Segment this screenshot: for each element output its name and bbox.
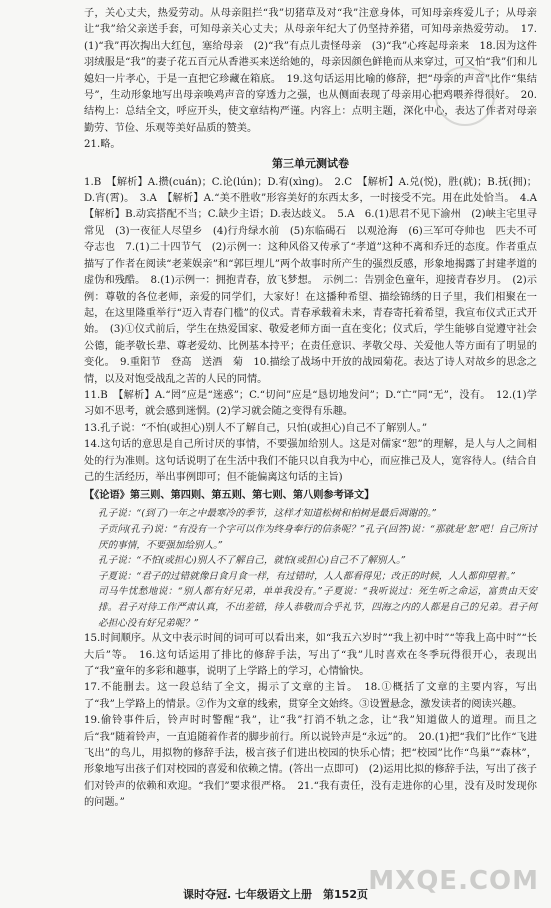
translation-line: 子贡问(孔子)说：“有没有一个字可以作为终身奉行的信条呢？”孔子(回答)说：“那就是‘恕’吧！自己所讨厌的事情，不要强加给别人。” — [98, 523, 537, 551]
answer-paragraph: 17.不能删去。这一段总结了全文，揭示了文章的主旨。 18.①概括了文章的主要内容，写出了“我”上学路上的情景。②作为文章的线索，贯穿全文始终。③设置悬念，激发读者的阅读兴趣。 — [84, 682, 537, 710]
answer-paragraph: 子，关心丈夫，热爱劳动。从母亲阻拦“我”切猪草及对“我”注意身体，可知母亲疼爱儿子；从母亲让“我”给父亲送手套，可知母亲关心丈夫；从母亲年纪大了仍坚持养猪，可知母亲热爱劳动。 17.(1)“我”再次掏出大红包，塞给母亲 (2)“我”有点儿责怪母亲 (3)“我”心疼起母亲来 18.因为这件羽绒服是“我”的妻子花五百元从香港买来送给她的，母亲因颜色鲜艳而从来穿过，可又怕“我”们和儿媳妇一片孝心，于是一直把它珍藏在箱底。 19.这句话运用比喻的修辞，把“母亲的声音”比作“集结号”，生动形象地写出母亲唤鸡声音的穿透力之强，也从侧面表现了母亲用心把鸡喂养得很好。 20.结构上：总结全文，呼应开头，使文章结构严谨。内容上：点明主题，深化中心，表达了作者对母亲勤劳、节俭、乐观等美好品质的赞美。 — [84, 8, 538, 134]
translation-line: 孔子说：“不怕(或担心)别人不了解自己，就怕(或担心)自己不了解别人。” — [98, 555, 406, 567]
page-footer: 课时夺冠. 七年级语文上册 第152页 — [183, 888, 368, 901]
answer-paragraph: 11.B 【解析】A.“罔”应是“迷惑”；C.“切问”应是“恳切地发问”；D.“亡”同“无”，没有。 12.(1)学习如不思考，就会感到迷惘。(2)学习就会随之变得有乐趣。 — [84, 389, 537, 418]
stamp-mark — [435, 66, 495, 126]
answer-paragraph: 13.孔子说：“不怕(或担心)别人不了解自己，只怕(或担心)自己不了解别人。” — [84, 422, 428, 434]
section-title: 第三单元测试卷 — [272, 156, 349, 170]
translation-line: 子夏说：“君子的过错就像日食月食一样，有过错时，人人都看得见；改正的时候，人人都仰望着。” — [98, 570, 516, 582]
answer-paragraph: 15.时间顺序。从文中表示时间的词可可以看出来，如“我五六岁时”“我上初中时”“等我上高中时”“长大后”等。 16.这句话运用了排比的修辞手法，写出了“我”儿时喜欢在冬季玩得很开心，表现出了“我”童年的多彩和趣事，说明了上学路上的学习，心情愉快。 — [84, 633, 537, 677]
reference-translation-title: 【《论语》第三则、第四则、第五则、第七则、第八则参考译文】 — [84, 490, 375, 502]
answer-paragraph: 14.这句话的意思是自己所讨厌的事情，不要强加给别人。这是对儒家“恕”的理解，是人与人之间相处的行为准则。这句话说明了在生活中我们不能只以自我为中心，而应推己及人，宽容待人。(结合自己的生活经历，举出事例即可；但不能偏离这句话的主旨) — [84, 439, 537, 483]
translation-line: 司马牛忧愁地说：“别人都有好兄弟，单单我没有。”子夏说：“我听说过：死生听之命运，富贵由天安排。君子对待工作严肃认真，不出差错，待人恭敬而合乎礼节，四海之内的人都是自己的兄弟。君子何必担心没有好兄弟呢？” — [98, 586, 537, 629]
answer-paragraph: 19.偷铃事件后，铃声时时警醒“我”，让“我”打消不轨之念，让“我”知道做人的道理。而且之后“我”随着铃声，一直追随着作者的脚步前行。所以说铃声是“永远”的。 20.(1)把“我们”比作“飞进飞出”的鸟儿，用拟物的修辞手法，极言孩子们进出校园的快乐心情；把“校园”比作“鸟巢”“森林”，形象地写出孩子们对校园的喜爱和依赖之情。(答出一点即可) (2)运用比拟的修辞手法，写出了孩子们对铃声的依赖和欢迎。“我们”要求很严格。 21.“我有责任，没有走进你的心里，没有及时发现你的问题。” — [84, 715, 537, 809]
site-watermark: MXQE.COM — [368, 866, 539, 896]
answer-paragraph: 1.B 【解析】A.攒(cuán)；C.论(lún)；D.宥(xìng)。 2.C 【解析】A.兑(悦)，胜(就)；B.抚(拥)；D.宵(霄)。 3.A 【解析】A.“美不胜收”形容美好的东西太多，一时接受不完。用在此处恰当。 4.A 【解析】B.动宾搭配不当；C.缺少主语；D.表达歧义。 5.A 6.(1)思君不见下渝州 (2)峡主宅里寻常见 (3)一夜征人尽望乡 (4)行舟绿水前 (5)东临碣石 以观沧海 (6)三军可夺帅也 匹夫不可夺志也 7.(1)二十四节气 (2)示例一：这种风俗又传承了“孝道”这种不离和乔迁的态度。作者重点描写了作者在阅读“老莱娱亲”和“郭巨埋儿”两个故事时所产生的强烈反感，形象地揭露了封建孝道的虚伪和残酷。 8.(1)示例一：拥抱青春，放飞梦想。 示例二：告别金色童年，迎接青春岁月。 (2)示例：尊敬的各位老师，亲爱的同学们，大家好！在这播种希望、描绘锦绣的日子里，我们相聚在一起，在这里隆重举行“迈入青春门槛”的仪式。青春承载着未来，青春寄托着希望，我宣布仪式正式开始。 (3)①仪式前后，学生在热爱国家、敬爱老师方面一直在变化；仪式后，学生能够自觉遵守社会公德，能孝敬长辈、尊老爱幼、比例基本持平；在责任意识、孝敬父母、关爱他人等方面有了明显的变化。 9.重阳节 登高 送酒 菊 10.描绘了战场中开放的战园菊花。表达了诗人对故乡的思念之情，以及对饱受战乱之苦的人民的同情。 — [84, 176, 548, 385]
translation-line: 孔子说：“(到了)一年之中最寒冷的季节，这样才知道松树和柏树是最后凋谢的。” — [98, 508, 437, 520]
answer-paragraph: 21.略。 — [84, 139, 121, 151]
